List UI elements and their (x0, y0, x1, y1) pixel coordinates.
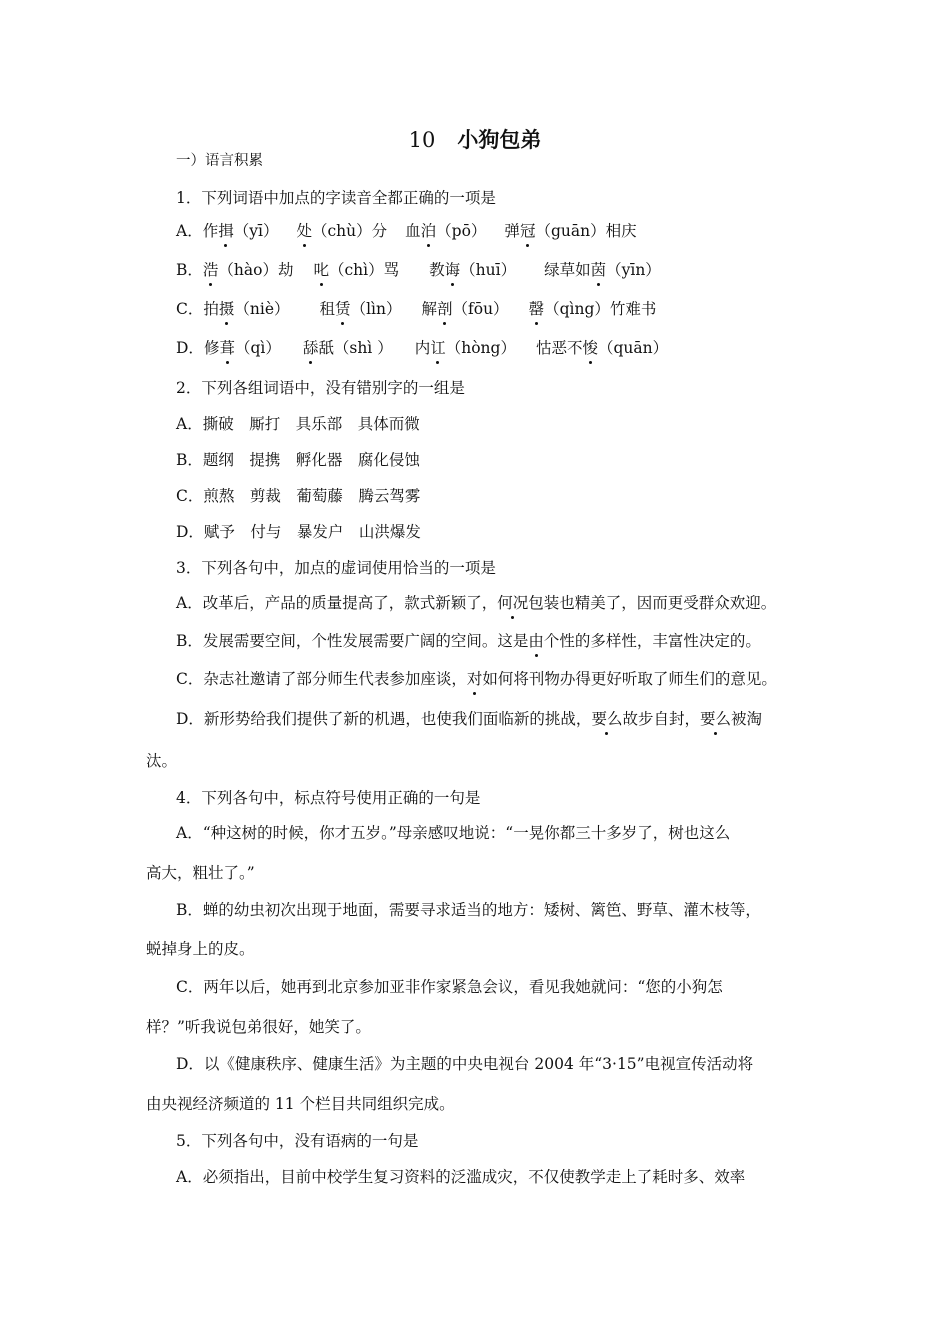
text: （chì）骂 (328, 261, 400, 279)
dotted-char: 葺 (219, 339, 235, 357)
text: 包装也精美了，因而更受群众欢迎。 (528, 594, 777, 612)
option-label: B． (176, 261, 203, 279)
dotted-word: 由 (528, 632, 544, 650)
lesson-number: 10 (408, 128, 436, 152)
text: 修 (203, 339, 220, 357)
q2-option-c: C．煎熬 剪裁 葡萄藤 腾云驾雾 (176, 487, 421, 505)
text: B．发展需要空间，个性发展需要广阔的空间。这是 (176, 632, 529, 650)
dotted-char: 罄 (528, 300, 545, 318)
text: 作 (202, 222, 219, 240)
q4-option-b: B．蝉的幼虫初次出现于地面，需要寻求适当的地方：矮树、篱笆、野草、灌木枝等， (176, 901, 761, 919)
q5-stem: 5．下列各句中，没有语病的一句是 (176, 1132, 419, 1150)
text: 解 (421, 300, 437, 318)
dotted-char: 揖 (218, 222, 234, 240)
dotted-char: 浩 (202, 261, 219, 279)
text: 如何将刊物办得更好听取了师生们的意见。 (482, 670, 777, 688)
section-heading: 一）语言积累 (176, 153, 263, 169)
page-title (0, 124, 950, 154)
text: （huī） (460, 261, 517, 279)
q4-option-c-cont: 样？”听我说包弟很好，她笑了。 (146, 1018, 371, 1036)
text: 舐（shì ） (318, 339, 393, 357)
q2-option-b: B．题纲 提携 孵化器 腐化侵蚀 (176, 451, 420, 469)
option-label: C． (176, 300, 204, 318)
q4-option-c: C．两年以后，她再到北京参加亚非作家紧急会议，看见我她就问：“您的小狗怎 (176, 978, 723, 996)
dotted-char: 冠 (519, 222, 536, 240)
q3-option-c (176, 668, 777, 690)
dotted-word: 何况 (497, 594, 529, 612)
text: D．新形势给我们提供了新的机遇，也使我们面临新的挑战， (176, 710, 592, 728)
q3-option-b (176, 630, 761, 652)
q3-option-d-cont: 汰。 (146, 752, 178, 770)
dotted-char: 诲 (444, 261, 461, 279)
q1-option-a (176, 220, 637, 242)
text: （qìng）竹难书 (544, 300, 657, 318)
dotted-word: 要么 (699, 710, 731, 728)
q2-option-a: A．撕破 厮打 具乐部 具体而微 (176, 415, 420, 433)
text: （pō） (436, 222, 487, 240)
text: 内 (414, 339, 431, 357)
text: 拍 (203, 300, 219, 318)
dotted-char: 悛 (582, 339, 598, 357)
text: 租 (319, 300, 336, 318)
lesson-title: 小狗包弟 (457, 128, 542, 152)
text: 教 (429, 261, 445, 279)
dotted-char: 泊 (420, 222, 437, 240)
text: C．杂志社邀请了部分师生代表参加座谈， (176, 670, 467, 688)
q4-option-d-cont: 由央视经济频道的 11 个栏目共同组织完成。 (146, 1095, 455, 1113)
text: A．改革后，产品的质量提高了，款式新颖了， (176, 594, 498, 612)
text: （yīn） (606, 261, 661, 279)
dotted-word: 对 (466, 670, 483, 688)
text: （hòng） (445, 339, 516, 357)
text: 绿草如 (544, 261, 591, 279)
text: 弹 (504, 222, 520, 240)
dotted-char: 摄 (218, 300, 235, 318)
q3-option-d (176, 708, 762, 730)
dotted-word: 要么 (591, 710, 623, 728)
q4-option-b-cont: 蜕掉身上的皮。 (146, 940, 255, 958)
text: 被淘 (730, 710, 762, 728)
q5-option-a: A．必须指出，目前中校学生复习资料的泛滥成灾，不仅使教学走上了耗时多、效率 (176, 1168, 746, 1186)
q3-option-a (176, 592, 776, 614)
q2-option-d: D．赋予 付与 暴发户 山洪爆发 (176, 523, 421, 541)
dotted-char: 剖 (436, 300, 453, 318)
dotted-char: 讧 (430, 339, 446, 357)
text: 个性的多样性，丰富性决定的。 (543, 632, 761, 650)
q3-stem: 3．下列各句中，加点的虚词使用恰当的一项是 (176, 559, 496, 577)
option-label: D． (176, 339, 204, 357)
dotted-char: 处 (296, 222, 312, 240)
dotted-char: 茵 (590, 261, 607, 279)
text: （fōu） (452, 300, 509, 318)
text: （qì） (234, 339, 281, 357)
q4-option-a-cont: 高大，粗壮了。” (146, 864, 255, 882)
text: （lìn） (350, 300, 402, 318)
dotted-char: 赁 (335, 300, 351, 318)
text: （yī） (233, 222, 279, 240)
q2-stem: 2．下列各组词语中，没有错别字的一组是 (176, 379, 465, 397)
q1-stem: 1．下列词语中加点的字读音全都正确的一项是 (176, 189, 496, 207)
text: 血 (405, 222, 421, 240)
q4-option-d: D．以《健康秩序、健康生活》为主题的中央电视台 2004 年“3·15”电视宣传活动将 (176, 1055, 754, 1073)
dotted-char: 叱 (313, 261, 329, 279)
q1-option-d (176, 337, 668, 359)
text: （chù）分 (311, 222, 388, 240)
option-label: A． (176, 222, 203, 240)
dotted-char: 舔 (302, 339, 319, 357)
text: （quān） (598, 339, 669, 357)
q4-stem: 4．下列各句中，标点符号使用正确的一句是 (176, 789, 481, 807)
text: （guān）相庆 (535, 222, 637, 240)
text: （niè） (234, 300, 290, 318)
q1-option-b (176, 259, 661, 281)
text: 故步自封， (622, 710, 700, 728)
q4-option-a: A．“种这树的时候，你才五岁。”母亲感叹地说：“一晃你都三十多岁了，树也这么 (176, 824, 731, 842)
text: （hào）劫 (218, 261, 294, 279)
text: 怙恶不 (535, 339, 583, 357)
q1-option-c (176, 298, 656, 320)
